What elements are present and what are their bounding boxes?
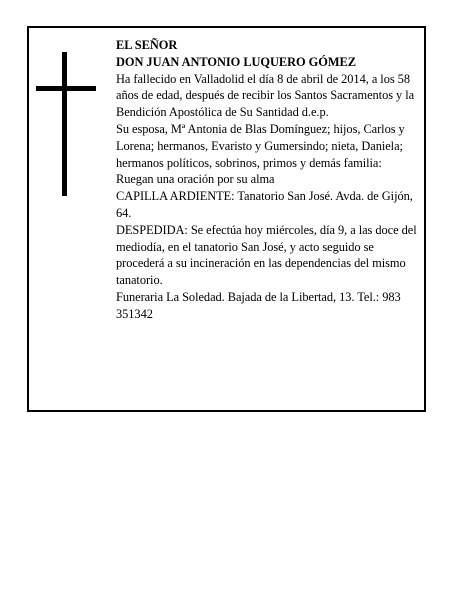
notice-heading: EL SEÑOR <box>116 38 178 52</box>
obituary-text <box>116 37 418 323</box>
deceased-name: DON JUAN ANTONIO LUQUERO GÓMEZ <box>116 54 356 69</box>
chapel-info: CAPILLA ARDIENTE: Tanatorio San José. Avda. de Gijón, 64. <box>116 189 413 220</box>
cross-vertical-bar <box>62 52 67 196</box>
death-announcement: Ha fallecido en Valladolid el día 8 de abril de 2014, a los 58 años de edad, después de recibir los Santos Sacramentos y la Bendición Apostólica de Su Santidad d.e.p. <box>116 71 415 120</box>
cross-icon <box>36 52 96 196</box>
funeral-home-info: Funeraria La Soledad. Bajada de la Libertad, 13. Tel.: 983 351342 <box>116 289 401 321</box>
cross-horizontal-bar <box>36 86 96 91</box>
prayer-request: Ruegan una oración por su alma <box>116 172 275 187</box>
family-list: Su esposa, Mª Antonia de Blas Domínguez; hijos, Carlos y Lorena; hermanos, Evaristo y Gumersindo; nieta, Daniela; hermanos políticos, sobrinos, primos y demás familia: <box>116 121 405 170</box>
farewell-info: DESPEDIDA: Se efectúa hoy miércoles, día 9, a las doce del mediodía, en el tanatorio San José, y acto seguido se procederá a su incineración en las dependencias del mismo tanatorio. <box>116 222 417 288</box>
